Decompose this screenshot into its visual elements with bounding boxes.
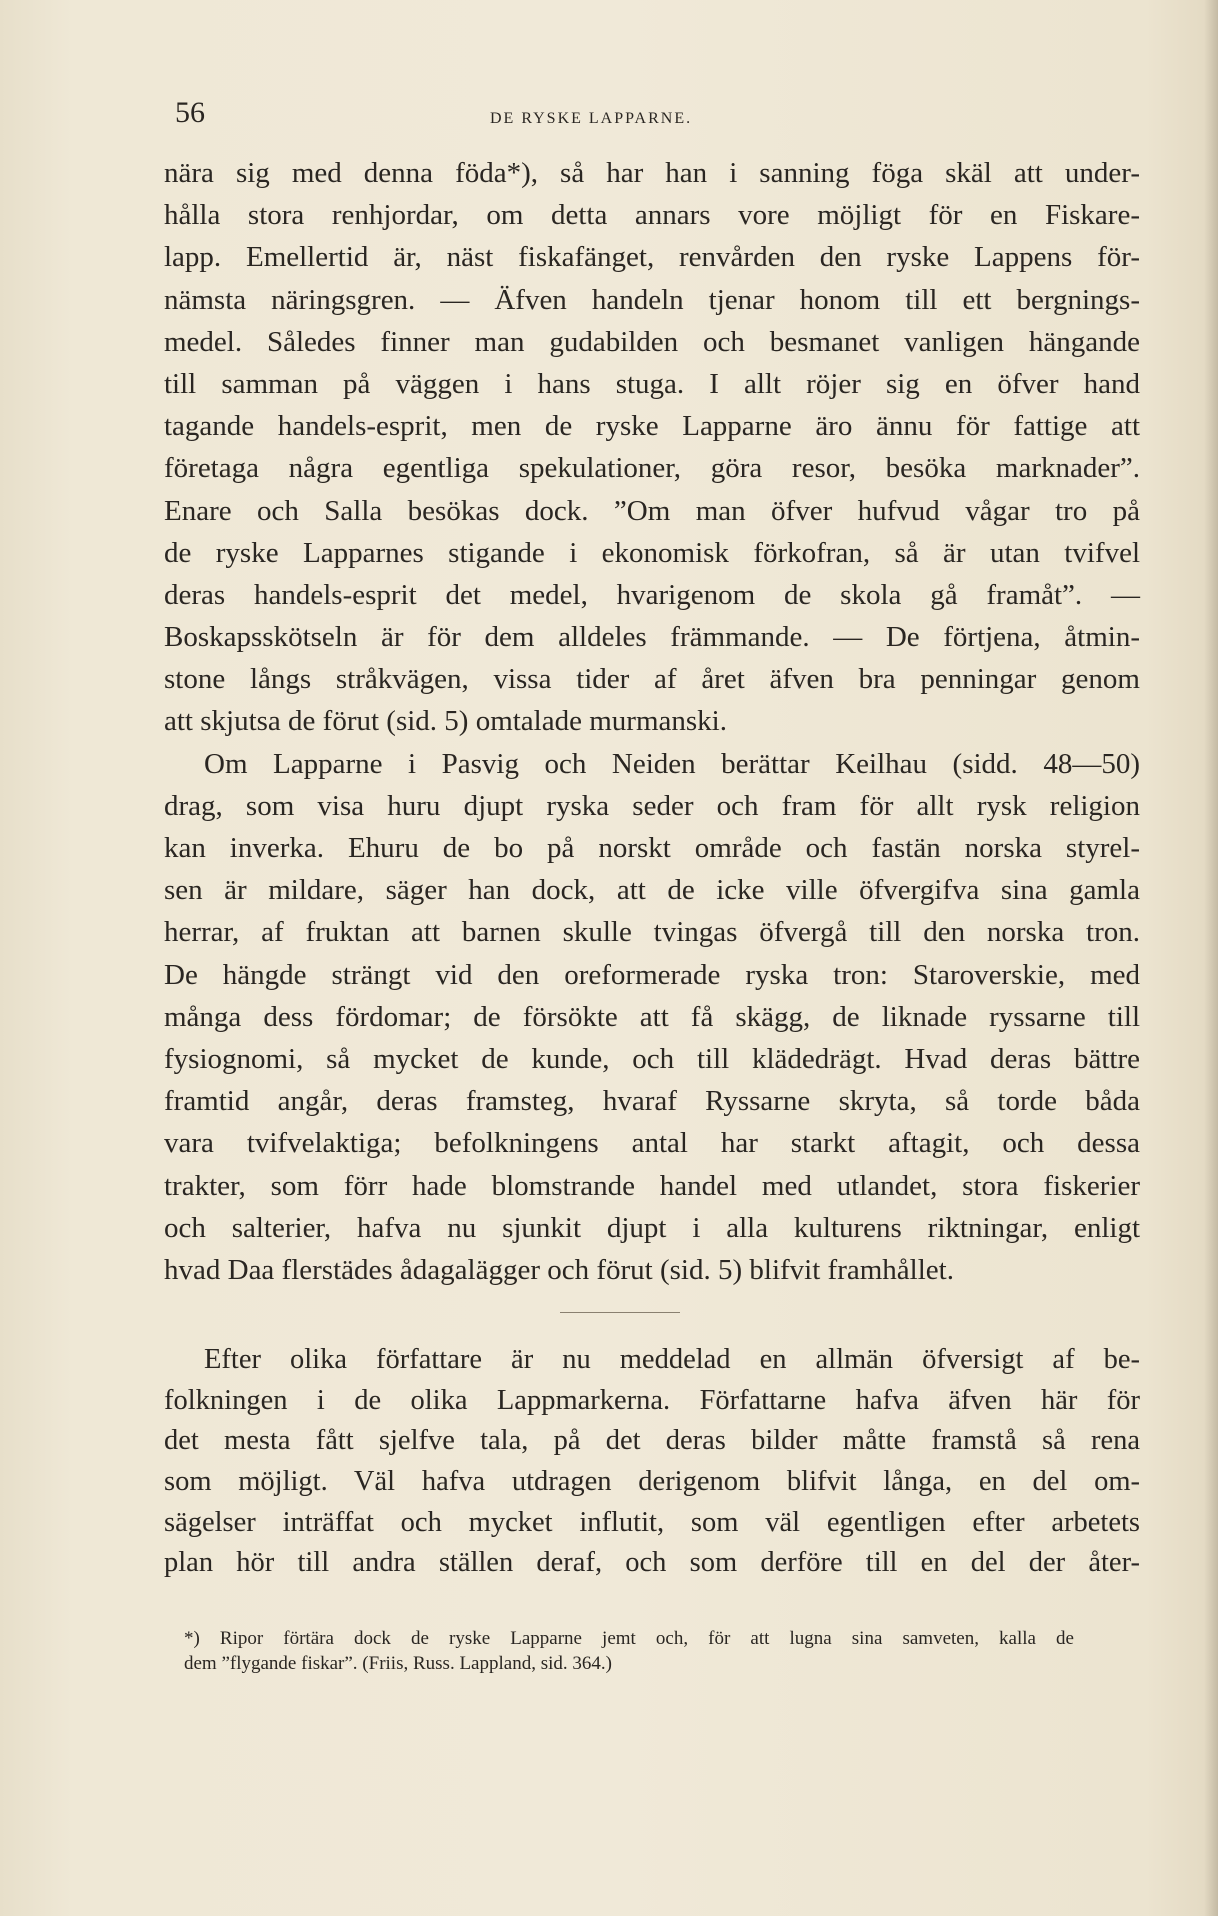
text-line: sen är mildare, säger han dock, att de icke ville öfvergifva sina gamla — [164, 874, 1140, 907]
section-divider-rule — [560, 1312, 680, 1313]
text-line: kan inverka. Ehuru de bo på norskt område och fastän norska styrel- — [164, 832, 1140, 864]
text-line: till samman på väggen i hans stuga. I allt röjer sig en öfver hand — [164, 367, 1140, 400]
footnote-line: *) Ripor förtära dock de ryske Lapparne jemt och, för att lugna sina samveten, kalla de — [184, 1628, 1074, 1649]
text-line: stone långs stråkvägen, vissa tider af året äfven bra penningar genom — [164, 663, 1140, 696]
text-line: herrar, af fruktan att barnen skulle tvingas öfvergå till den norska tron. — [164, 916, 1140, 949]
text-line: som möjligt. Väl hafva utdragen derigenom blifvit långa, en del om- — [164, 1466, 1140, 1498]
text-line: plan hör till andra ställen deraf, och som derföre till en del der åter- — [164, 1547, 1140, 1579]
second-text-block — [164, 1340, 1140, 1584]
text-line: de ryske Lapparnes stigande i ekonomisk förkofran, så är utan tvifvel — [164, 536, 1140, 569]
text-line: företaga några egentliga spekulationer, göra resor, besöka marknader”. — [164, 452, 1140, 485]
text-line: många dess fördomar; de försökte att få skägg, de liknade ryssarne till — [164, 1000, 1140, 1033]
text-line: vara tvifvelaktiga; befolkningens antal har starkt aftagit, och dessa — [164, 1127, 1140, 1160]
text-line: De hängde strängt vid den oreformerade ryska tron: Staroverskie, med — [164, 958, 1140, 991]
paragraph-start-line: Om Lapparne i Pasvig och Neiden berättar Keilhau (sidd. 48—50) — [204, 747, 1140, 780]
text-line: tagande handels-esprit, men de ryske Lapparne äro ännu för fattige att — [164, 410, 1140, 443]
paragraph-start-line: Efter olika författare är nu meddelad en allmän öfversigt af be- — [204, 1344, 1140, 1375]
text-line: att skjutsa de förut (sid. 5) omtalade murmanski. — [164, 705, 727, 738]
page-header — [0, 96, 1218, 136]
text-line: nära sig med denna föda*), så har han i sanning föga skäl att under- — [164, 157, 1140, 189]
text-line: folkningen i de olika Lappmarkerna. Författarne hafva äfven här för — [164, 1384, 1140, 1416]
footnote-line: dem ”flygande fiskar”. (Friis, Russ. Lappland, sid. 364.) — [184, 1653, 612, 1674]
text-line: framtid angår, deras framsteg, hvaraf Ryssarne skryta, så torde båda — [164, 1085, 1140, 1118]
page-edge-shadow — [1204, 0, 1218, 1916]
footnote — [164, 1626, 1074, 1676]
text-line: fysiognomi, så mycket de kunde, och till klädedrägt. Hvad deras bättre — [164, 1042, 1140, 1075]
text-line: Boskapsskötseln är för dem alldeles främmande. — De förtjena, åtmin- — [164, 621, 1140, 654]
text-line: och salterier, hafva nu sjunkit djupt i alla kulturens riktningar, enligt — [164, 1211, 1140, 1244]
text-line: hålla stora renhjordar, om detta annars vore möjligt för en Fiskare- — [164, 199, 1140, 232]
text-line: trakter, som förr hade blomstrande handel med utlandet, stora fiskerier — [164, 1169, 1140, 1202]
text-line: deras handels-esprit det medel, hvarigenom de skola gå framåt”. — — [164, 578, 1140, 611]
page-number: 56 — [175, 96, 205, 129]
text-line: det mesta fått sjelfve tala, på det deras bilder måtte framstå så rena — [164, 1425, 1140, 1457]
text-line: drag, som visa huru djupt ryska seder och fram för allt rysk religion — [164, 789, 1140, 822]
text-line: sägelser inträffat och mycket influtit, som väl egentligen efter arbetets — [164, 1506, 1140, 1538]
text-line: nämsta näringsgren. — Äfven handeln tjenar honom till ett bergnings- — [164, 283, 1140, 316]
running-head: DE RYSKE LAPPARNE. — [490, 110, 693, 127]
text-line: medel. Således finner man gudabilden och besmanet vanligen hängande — [164, 325, 1140, 358]
text-line: hvad Daa flerstädes ådagalägger och förut (sid. 5) blifvit framhållet. — [164, 1253, 954, 1286]
text-line: lapp. Emellertid är, näst fiskafänget, renvården den ryske Lappens för- — [164, 241, 1140, 274]
text-line: Enare och Salla besökas dock. ”Om man öfver hufvud vågar tro på — [164, 494, 1140, 527]
main-text-block — [164, 152, 1140, 1291]
